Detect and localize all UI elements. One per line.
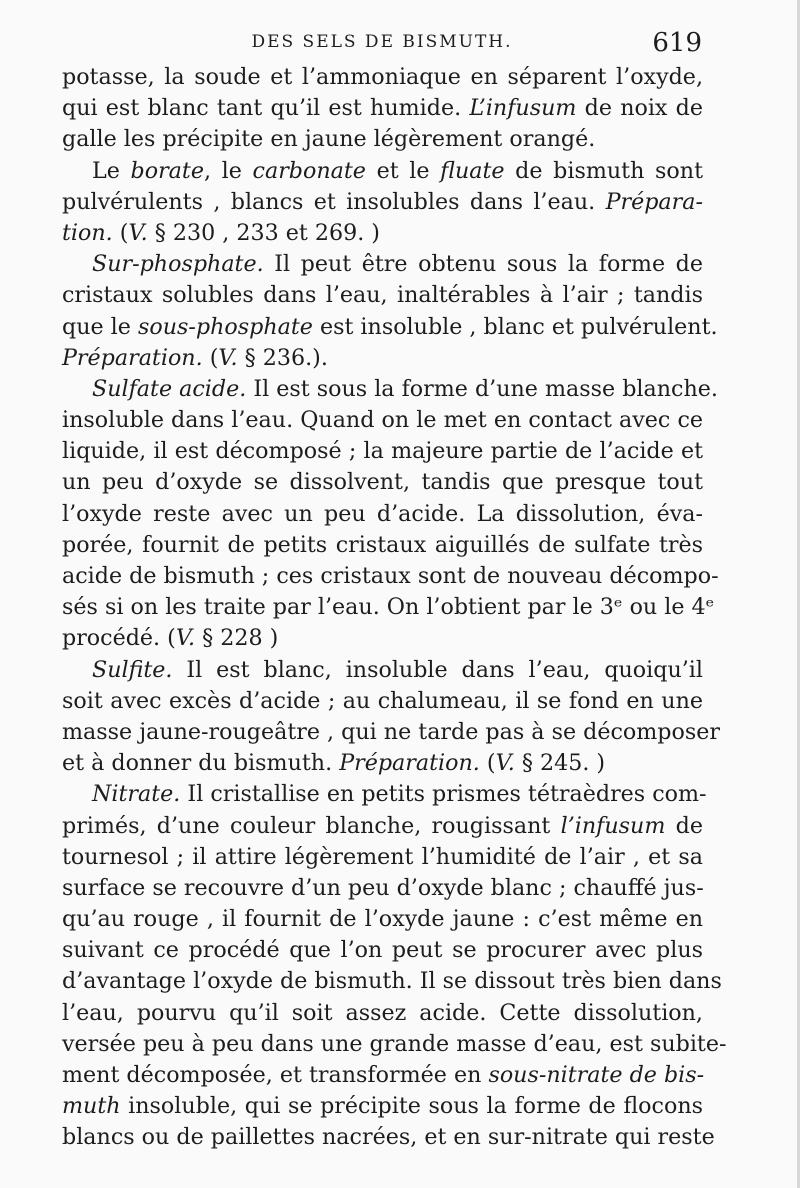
text-run: qui est blanc tant qu’il est humide. (62, 95, 470, 122)
text-line (62, 62, 703, 93)
italic-term: l’infusum (560, 812, 666, 839)
text-run: ( (202, 344, 219, 371)
italic-term: L’infusum (469, 95, 577, 122)
text-line (62, 467, 703, 498)
text-run: soit avec excès d’acide ; au chalumeau, il se fond en une (62, 687, 703, 714)
text-run: tournesol ; il attire légèrement l’humidité de l’air , et sa (62, 843, 703, 870)
text-run: insoluble dans l’eau. Quand on le met en contact avec ce (62, 407, 703, 434)
text-line (62, 187, 703, 218)
text-run: masse jaune-rougeâtre , qui ne tarde pas à se décomposer (62, 718, 720, 745)
text-line (62, 966, 722, 997)
italic-term: Sulfate acide. (92, 375, 247, 402)
text-run: ( (479, 750, 496, 777)
text-run: liquide, il est décomposé ; la majeure partie de l’acide et (62, 438, 703, 465)
text-line (62, 811, 703, 842)
text-line (62, 717, 720, 748)
text-line (62, 623, 703, 654)
text-run: l’eau, pourvu qu’il soit assez acide. Cette dissolution, (62, 999, 703, 1026)
text-line (62, 93, 703, 124)
text-run: § 236.). (237, 344, 328, 371)
text-run: de (665, 812, 703, 839)
text-run: un peu d’oxyde se dissolvent, tandis que presque tout (62, 469, 703, 496)
italic-term: carbonate (252, 157, 366, 184)
text-run: est insoluble , blanc et pulvérulent. (312, 313, 718, 340)
text-line (62, 686, 703, 717)
text-line (62, 530, 703, 561)
italic-term: Sulfite. (92, 656, 173, 683)
page-header (62, 28, 702, 58)
text-run: qu’au rouge , il fournit de l’oxyde jaune : c’est même en (62, 906, 703, 933)
text-line (62, 374, 718, 405)
text-run: et à donner du bismuth. (62, 750, 340, 777)
text-line (62, 499, 703, 530)
text-line (62, 280, 703, 311)
text-run: cristaux solubles dans l’eau, inaltérables à l’air ; tandis (62, 282, 703, 309)
text-run: primés, d’une couleur blanche, rougissant (62, 812, 561, 839)
text-run: Le (92, 157, 131, 184)
italic-term: fluate (440, 157, 505, 184)
italic-term: Préparation. (339, 750, 480, 777)
text-run: ment décomposée, et transformée en (62, 1062, 489, 1088)
italic-term: V. (495, 750, 515, 777)
text-line (62, 343, 703, 374)
text-line (62, 561, 719, 592)
text-line (62, 1029, 727, 1060)
text-run: Il est blanc, insoluble dans l’eau, quoiqu’il (172, 656, 703, 683)
text-run: § 230 , 233 et 269. ) (147, 219, 380, 246)
text-line (62, 1091, 703, 1122)
italic-term: Sur-phosphate. (92, 251, 264, 278)
text-line (62, 592, 715, 623)
italic-term: V. (218, 344, 238, 371)
text-run: Il est sous la forme d’une masse blanche. (246, 375, 718, 402)
text-line (62, 124, 703, 155)
text-line (62, 935, 703, 966)
body-text (62, 62, 727, 1154)
text-run: Il peut être obtenu sous la forme de (263, 251, 703, 278)
text-line (62, 779, 707, 810)
text-line (62, 655, 703, 686)
text-run: et le (365, 157, 441, 184)
page-number: 619 (652, 28, 702, 58)
text-line (62, 748, 703, 779)
text-run: que le (62, 313, 138, 340)
italic-term: Nitrate. (92, 781, 181, 808)
text-run: surface se recouvre d’un peu d’oxyde blanc ; chauffé jus- (62, 874, 704, 901)
italic-term: Prépara- (605, 188, 703, 215)
text-run: procédé. ( (62, 625, 176, 652)
text-run: l’oxyde reste avec un peu d’acide. La dissolution, éva- (62, 500, 703, 527)
text-run: acide de bismuth ; ces cristaux sont de nouveau décompo- (62, 563, 719, 589)
running-title: DES SELS DE BISMUTH. (251, 32, 513, 52)
text-run: de bismuth sont (504, 157, 703, 184)
text-run: pulvérulents , blancs et insolubles dans l’eau. (62, 188, 606, 215)
text-line (62, 218, 703, 249)
text-run: Il cristallise en petits prismes tétraèdres com- (180, 781, 707, 808)
text-line (62, 842, 703, 873)
text-run: § 245. ) (514, 750, 606, 777)
text-line (62, 405, 703, 436)
text-line (62, 904, 703, 935)
text-run: porée, fournit de petits cristaux aiguillés de sulfate très (62, 531, 703, 558)
text-line (62, 1060, 703, 1091)
italic-term: V. (128, 219, 148, 246)
text-run: ( (112, 219, 129, 246)
text-run: de noix de (576, 95, 703, 122)
text-line (62, 998, 703, 1029)
text-run: versée peu à peu dans une grande masse d’eau, est subite- (62, 1030, 727, 1057)
text-run: potasse, la soude et l’ammoniaque en séparent l’oxyde, (62, 64, 703, 90)
text-run: § 228 ) (195, 625, 279, 652)
text-run: d’avantage l’oxyde de bismuth. Il se dissout très bien dans (62, 968, 722, 995)
text-line (62, 436, 703, 467)
italic-term: muth (62, 1093, 121, 1120)
italic-term: V. (175, 625, 196, 652)
italic-term: sous-nitrate de bis- (488, 1062, 705, 1088)
text-run: suivant ce procédé que l’on peut se procurer avec plus (62, 937, 703, 964)
text-run: insoluble, qui se précipite sous la forme de flocons (120, 1093, 703, 1120)
text-line (62, 249, 703, 280)
italic-term: Préparation. (62, 344, 203, 371)
text-line (62, 312, 718, 343)
text-run: blancs ou de paillettes nacrées, et en sur-nitrate qui reste (62, 1124, 715, 1151)
italic-term: borate (130, 157, 204, 184)
text-run: galle les précipite en jaune légèrement orangé. (62, 126, 596, 153)
text-run: sés si on les traite par l’eau. On l’obtient par le 3ᵉ ou le 4ᵉ (62, 594, 715, 621)
italic-term: tion. (62, 219, 113, 246)
text-line (62, 156, 703, 187)
text-line (62, 873, 703, 904)
italic-term: sous-phosphate (137, 313, 313, 340)
text-line (62, 1122, 715, 1153)
text-run: , le (203, 157, 253, 184)
